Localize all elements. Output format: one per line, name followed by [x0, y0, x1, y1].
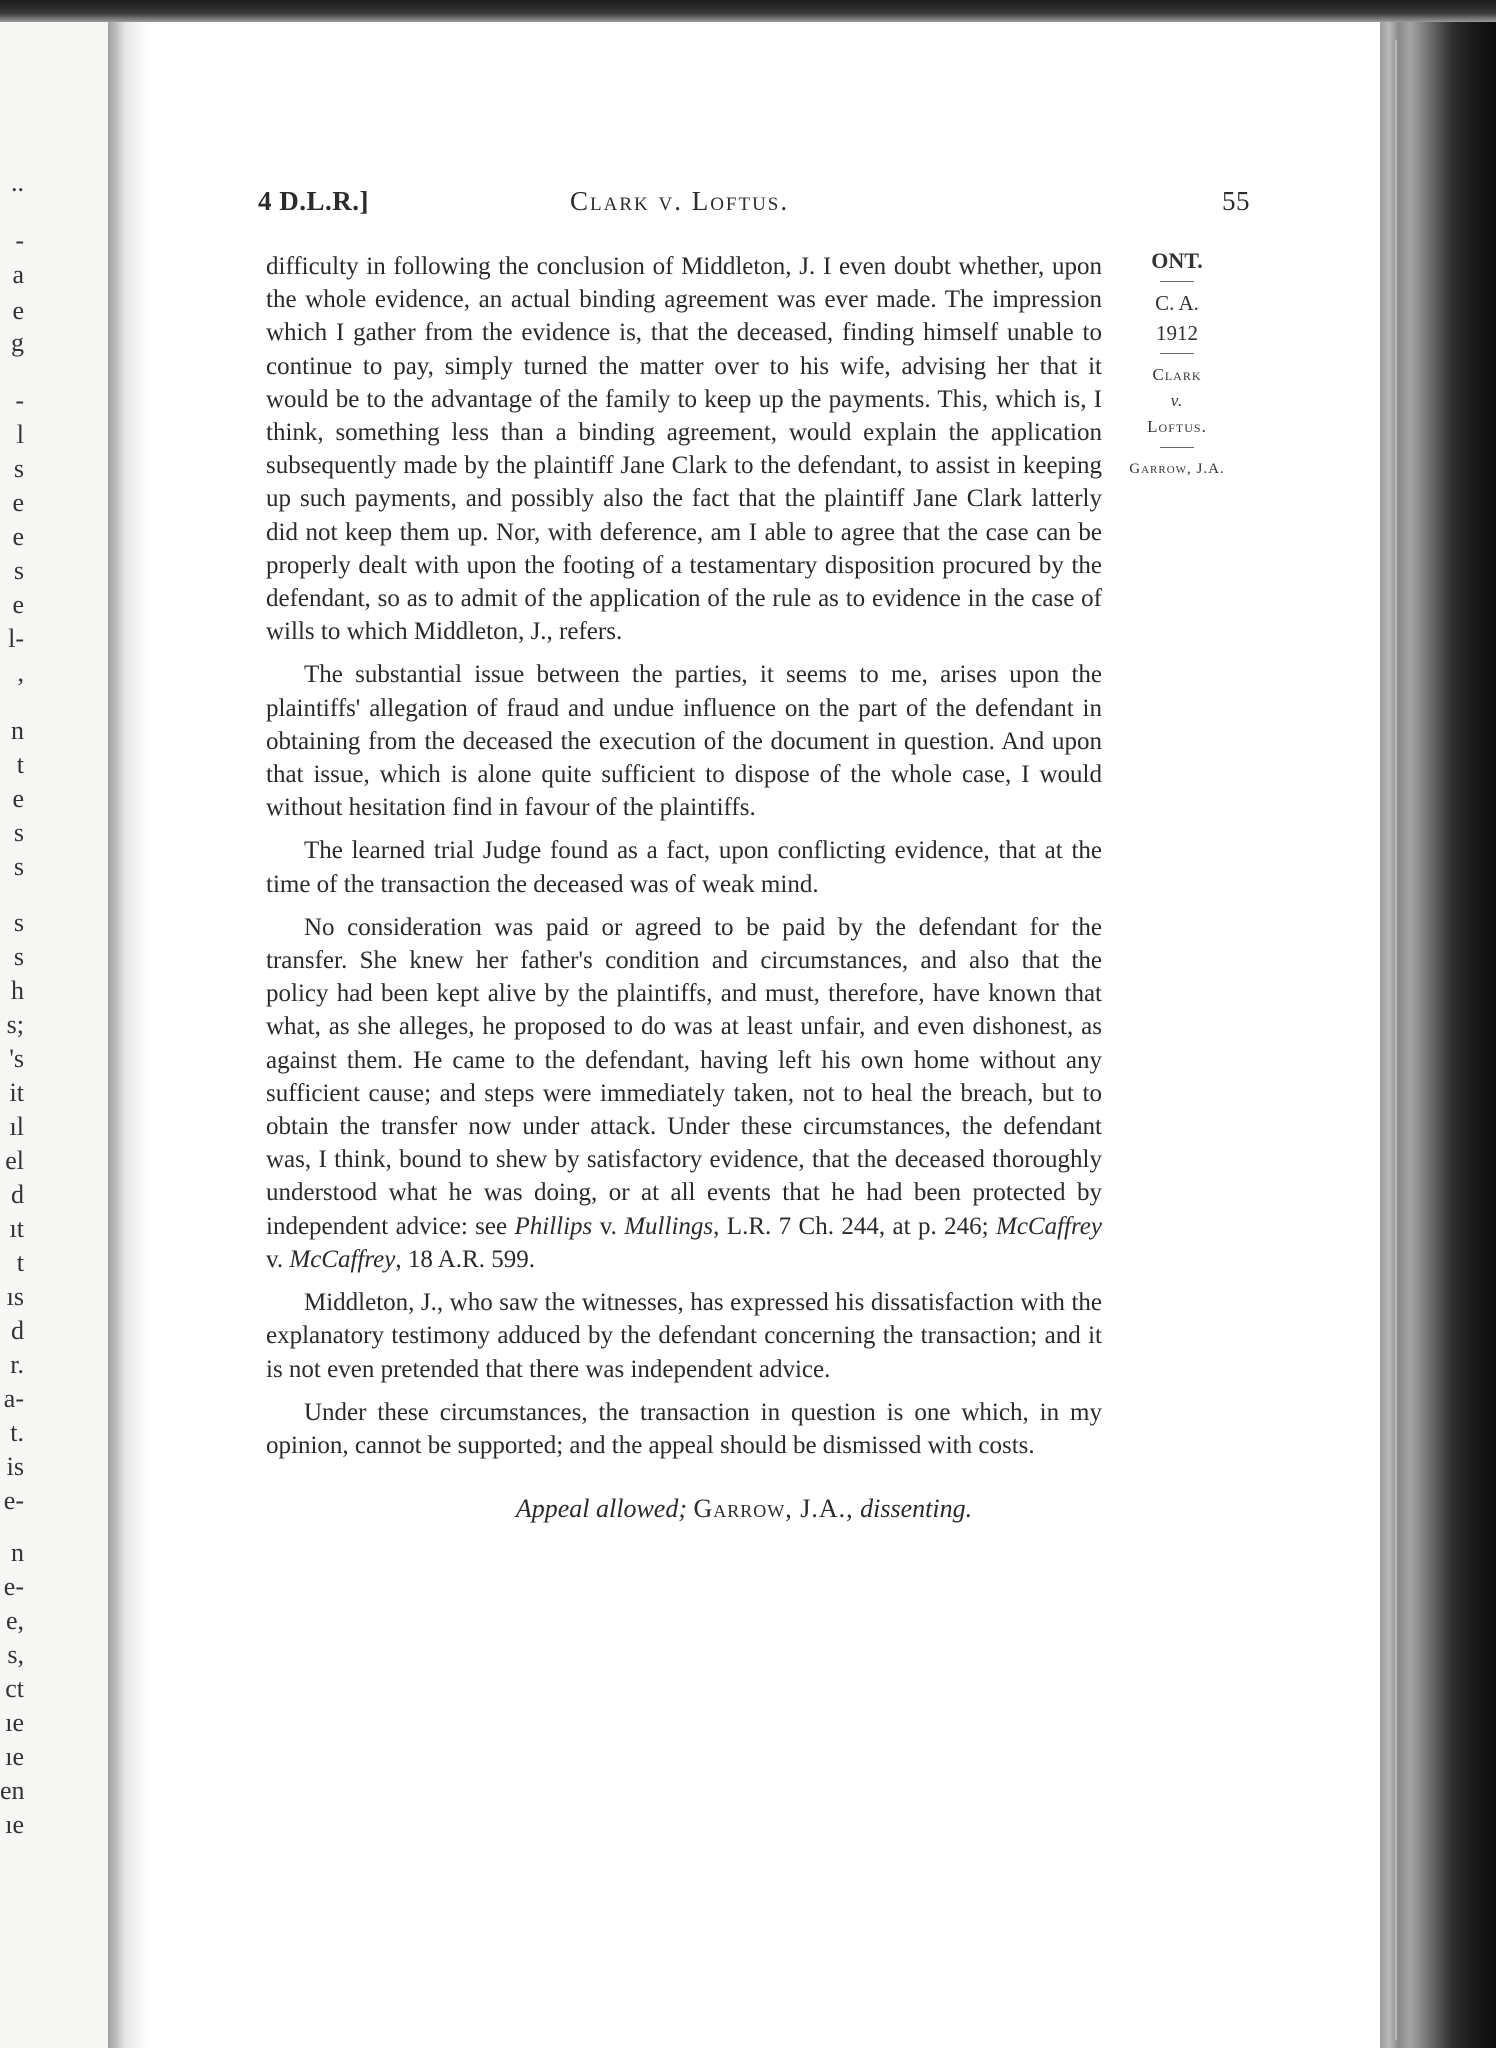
book-gutter [108, 22, 148, 2048]
previous-page-fragment: e [12, 296, 24, 325]
previous-page-fragment: e [12, 488, 24, 517]
paragraph: Under these circumstances, the transaction in question is one which, in my opinion, cannot be supported; and the appeal should be dismissed with costs. [266, 1398, 1102, 1459]
previous-page-fragment: a [12, 260, 24, 289]
running-head-title: Clark v. Loftus. [570, 186, 790, 216]
previous-page-fragment: s [13, 908, 24, 937]
case-v: v. [266, 1245, 290, 1273]
case-name: Phillips [514, 1212, 593, 1240]
previous-page-fragment: ct [5, 1674, 24, 1703]
page-number: 55 [1222, 186, 1250, 216]
judgment-body [266, 250, 1102, 1535]
previous-page-fragment: h [11, 976, 24, 1005]
margin-year: 1912 [1156, 321, 1198, 345]
previous-page-fragment: is [6, 1452, 24, 1481]
previous-page-fragment: l [16, 420, 24, 449]
previous-page-fragment: e [12, 784, 24, 813]
running-head-volume: 4 D.L.R.] [258, 186, 369, 216]
previous-page-fragment: .. [11, 168, 24, 197]
previous-page-fragment: n [11, 716, 24, 745]
previous-page-fragment: l- [8, 624, 24, 653]
previous-page-fragment: r. [10, 1350, 24, 1379]
margin-court: C. A. [1155, 291, 1199, 315]
case-name: McCaffrey [996, 1212, 1102, 1240]
previous-page-fragment: - [15, 226, 24, 255]
paragraph: difficulty in following the conclusion of Middleton, J. I even doubt whether, upon the whole evidence, an actual binding agreement was ever made. The impression which I gather from the evidence is, that the deceased, finding himself unable to continue to pay, simply turned the matter over to his wife, advising her that it would be to the advantage of the family to keep up the payments. This, which is, I think, something less than a binding agreement, would explain the application subsequently made by the plaintiff Jane Clark to the defendant, to assist in keeping up such payments, and possibly also the fact that the plaintiff Jane Clark latterly did not keep them up. Nor, with deference, am I able to agree that the case can be properly dealt with upon the footing of a testamentary disposition procured by the defendant, so as to admit of the application of the rule as to evidence in the case of wills to which Middleton, J., refers. [266, 253, 1102, 646]
paragraph: The substantial issue between the parties, it seems to me, arises upon the plaintiffs' allegation of fraud and undue influence on the part of the defendant in obtaining from the deceased the execution of the document in question. And upon that issue, which is alone quite sufficient to dispose of the whole case, I would without hesitation find in favour of the plaintiffs. [266, 661, 1102, 822]
previous-page-margin [0, 22, 118, 2048]
page-stack-edge [1380, 22, 1496, 2048]
disposition [266, 1492, 1102, 1525]
previous-page-fragment: e [12, 590, 24, 619]
paragraph-text: No consideration was paid or agreed to be paid by the defendant for the transfer. She knew her father's condition and circumstances, and also that the policy had been kept alive by the plaintiffs, and must, therefore, have known that what, as she alleges, he proposed to do was at least unfair, and even dishonest, as against them. He came to the defendant, having left his own home without any sufficient cause; and steps were immediately taken, not to heal the breach, but to obtain the transfer now under attack. Under these circumstances, the defendant was, I think, bound to shew by satisfactory evidence, that the deceased thoroughly understood what he was doing, or at all events that he had been protected by independent advice: see [266, 913, 1102, 1240]
previous-page-fragment: e- [3, 1486, 24, 1515]
previous-page-fragment: ıt [9, 1214, 24, 1243]
previous-page-fragment: e, [5, 1606, 24, 1635]
margin-case-party2: Loftus. [1147, 417, 1207, 436]
previous-page-fragment: el [5, 1146, 24, 1175]
disposition-judge: Garrow, J.A., [693, 1494, 854, 1524]
margin-case-v: v. [1170, 391, 1184, 410]
margin-case-party1: Clark [1152, 365, 1202, 384]
previous-page-fragment: s [13, 818, 24, 847]
case-name: Mullings [624, 1212, 714, 1240]
previous-page-fragment: ıe [5, 1742, 24, 1771]
previous-page-fragment: ıe [5, 1708, 24, 1737]
paragraph: Middleton, J., who saw the witnesses, has expressed his dissatisfaction with the explanatory testimony adduced by the defendant concerning the transaction; and it is not even pretended that there was independent advice. [266, 1289, 1102, 1383]
previous-page-fragment: e- [3, 1572, 24, 1601]
previous-page-fragment: t [16, 750, 24, 779]
page-stack-highlight [1395, 40, 1397, 2040]
case-citation: , 18 A.R. 599. [395, 1245, 535, 1273]
margin-note [1112, 246, 1242, 484]
previous-page-fragment: en [0, 1776, 25, 1805]
paragraph: The learned trial Judge found as a fact, upon conflicting evidence, that at the time of the transaction the deceased was of weak mind. [266, 837, 1102, 898]
previous-page-fragment: it [9, 1078, 24, 1107]
previous-page-fragment: s [13, 942, 24, 971]
case-name: McCaffrey [289, 1245, 396, 1273]
margin-province: ONT. [1151, 248, 1203, 273]
scan-top-edge [0, 0, 1496, 22]
previous-page-fragment: s [13, 852, 24, 881]
margin-rule [1160, 447, 1194, 448]
previous-page-fragment: , [17, 658, 24, 687]
previous-page-fragment: d [11, 1316, 24, 1345]
previous-page-fragment: a- [3, 1384, 24, 1413]
previous-page-fragment: d [11, 1180, 24, 1209]
previous-page-fragment: s [13, 556, 24, 585]
previous-page-fragment: g [11, 328, 24, 357]
previous-page-fragment: ıe [5, 1810, 24, 1839]
previous-page-fragment: 's [9, 1044, 24, 1073]
previous-page-fragment: t [16, 1248, 24, 1277]
margin-judge: Garrow, J.A. [1129, 461, 1225, 477]
case-v: v. [592, 1212, 625, 1240]
case-citation: , L.R. 7 Ch. 244, at p. 246; [713, 1212, 996, 1240]
previous-page-fragment: t. [10, 1418, 24, 1447]
previous-page-fragment: s [13, 454, 24, 483]
disposition-result: Appeal allowed; [515, 1494, 687, 1524]
disposition-note: dissenting. [860, 1494, 973, 1524]
margin-rule [1160, 353, 1194, 354]
previous-page-fragment: ıs [6, 1282, 24, 1311]
paragraph-consideration [266, 911, 1102, 1276]
previous-page-fragment: s; [6, 1010, 24, 1039]
previous-page-fragment: ıl [9, 1112, 24, 1141]
previous-page-fragment: n [11, 1538, 24, 1567]
previous-page-fragment: s, [7, 1640, 24, 1669]
previous-page-fragment: - [15, 386, 24, 415]
previous-page-fragment: e [12, 522, 24, 551]
margin-rule [1160, 281, 1194, 282]
